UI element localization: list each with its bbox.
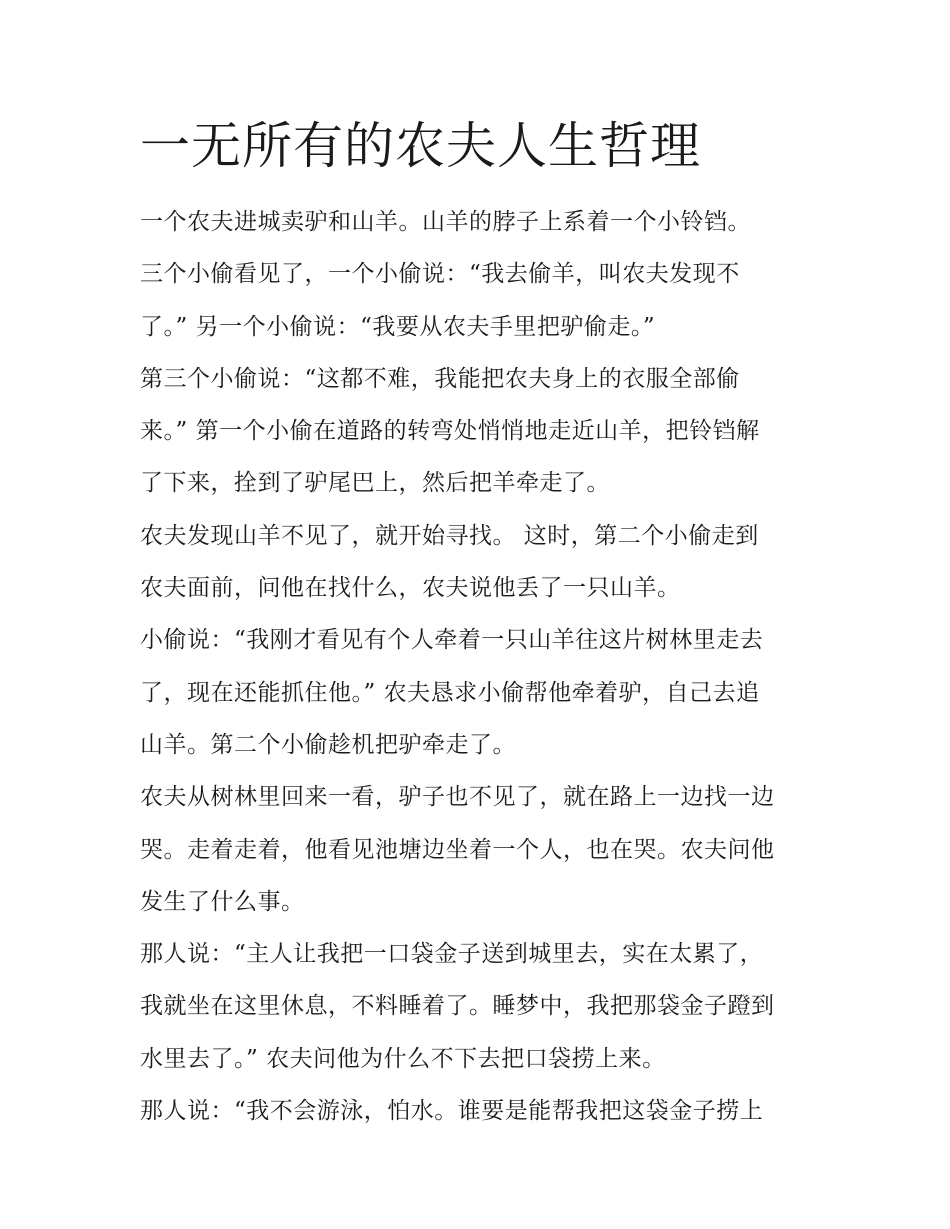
text-line: 那人说：“我不会游泳，怕水。谁要是能帮我把这袋金子捞上	[140, 1098, 764, 1125]
text-line: 山羊。第二个小偷趁机把驴牵走了。	[140, 731, 516, 758]
text-line: 了。” 另一个小偷说：“我要从农夫手里把驴偷走。”	[140, 313, 656, 340]
text-line: 发生了什么事。	[140, 888, 305, 915]
document-body	[140, 196, 830, 1137]
text-line: 农夫面前，问他在找什么，农夫说他丢了一只山羊。	[140, 575, 681, 602]
text-line: 水里去了。” 农夫问他为什么不下去把口袋捞上来。	[140, 1045, 666, 1072]
text-line: 我就坐在这里休息，不料睡着了。睡梦中，我把那袋金子蹬到	[140, 993, 775, 1020]
text-line: 农夫发现山羊不见了，就开始寻找。 这时，第二个小偷走到	[140, 522, 759, 549]
text-line: 了下来，拴到了驴尾巴上，然后把羊牵走了。	[140, 470, 610, 497]
text-line: 一个农夫进城卖驴和山羊。山羊的脖子上系着一个小铃铛。	[140, 209, 751, 235]
text-line: 农夫从树林里回来一看，驴子也不见了，就在路上一边找一边	[140, 784, 775, 811]
text-line: 第三个小偷说：“这都不难，我能把农夫身上的衣服全部偷	[140, 365, 740, 392]
text-line: 那人说：“主人让我把一口袋金子送到城里去，实在太累了，	[140, 941, 764, 968]
document-title: 一无所有的农夫人生哲理	[140, 117, 701, 175]
text-line: 三个小偷看见了，一个小偷说：“我去偷羊，叫农夫发现不	[140, 261, 740, 288]
text-line: 哭。走着走着，他看见池塘边坐着一个人，也在哭。农夫问他	[140, 836, 775, 863]
text-line: 了，现在还能抓住他。” 农夫恳求小偷帮他牵着驴，自己去追	[140, 679, 760, 706]
text-line: 来。” 第一个小偷在道路的转弯处悄悄地走近山羊，把铃铛解	[140, 418, 760, 445]
text-line: 小偷说：“我刚才看见有个人牵着一只山羊往这片树林里走去	[140, 627, 764, 654]
